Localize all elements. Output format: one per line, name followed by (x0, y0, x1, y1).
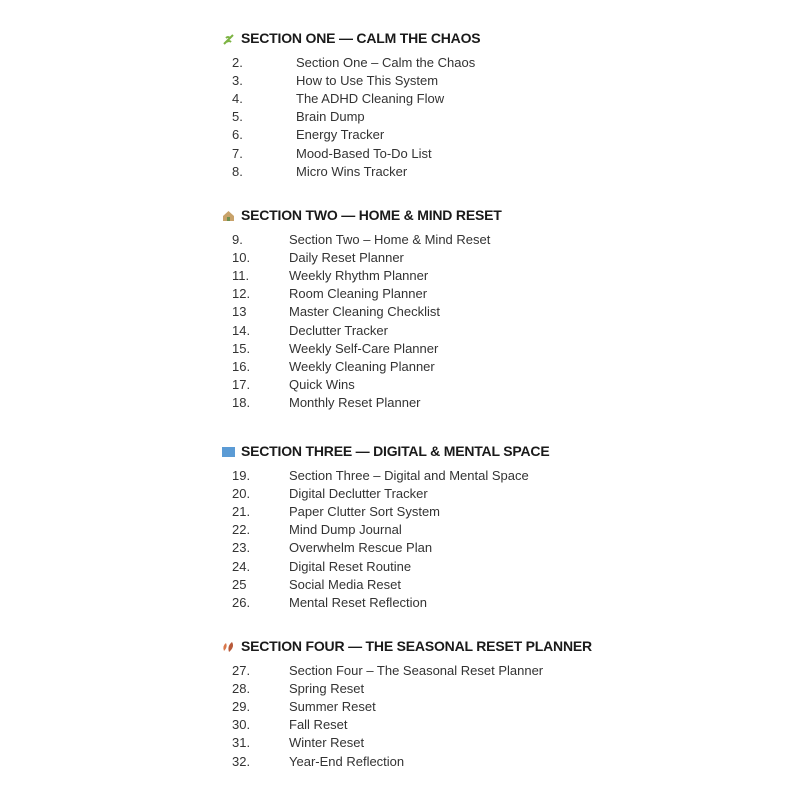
page-number: 30. (232, 717, 251, 733)
toc-entry[interactable] (222, 502, 549, 520)
toc-entry[interactable] (222, 266, 502, 284)
entry-title: Energy Tracker (296, 127, 385, 143)
page-number: 4. (232, 90, 243, 106)
entry-title: Weekly Self-Care Planner (289, 340, 439, 356)
section-four (222, 636, 592, 770)
toc-entry[interactable] (222, 144, 480, 162)
toc-entry[interactable] (222, 162, 480, 180)
entry-title: Social Media Reset (289, 576, 401, 592)
entry-title: Quick Wins (289, 377, 355, 393)
page-number: 26. (232, 594, 251, 610)
computer-icon (222, 445, 235, 457)
toc-entry[interactable] (222, 697, 592, 715)
toc-entry[interactable] (222, 593, 549, 611)
entry-title: Master Cleaning Checklist (289, 304, 441, 320)
section-title: SECTION TWO — HOME & MIND RESET (241, 207, 502, 223)
page-number: 3. (232, 72, 243, 88)
entry-title: Room Cleaning Planner (289, 286, 428, 302)
page-number: 28. (232, 680, 251, 696)
toc-entry[interactable] (222, 539, 549, 557)
toc-entry[interactable] (222, 126, 480, 144)
page-number: 20. (232, 485, 251, 501)
toc-entry[interactable] (222, 321, 502, 339)
entry-title: Digital Reset Routine (289, 558, 412, 574)
page-number: 8. (232, 163, 243, 179)
entry-title: Section Four – The Seasonal Reset Planner (289, 662, 544, 678)
toc-entry[interactable] (222, 484, 549, 502)
toc-entry[interactable] (222, 466, 549, 484)
entry-title: Monthly Reset Planner (289, 395, 421, 411)
toc-entry[interactable] (222, 679, 592, 697)
page-number: 17. (232, 377, 251, 393)
page-number: 18. (232, 395, 251, 411)
section-one (222, 28, 480, 180)
toc-entry[interactable] (222, 557, 549, 575)
house-icon (222, 209, 235, 221)
autumn-leaves-icon (222, 640, 235, 652)
entry-title: Section One – Calm the Chaos (296, 54, 476, 70)
section-heading (222, 28, 480, 48)
page-number: 12. (232, 286, 251, 302)
entry-title: Section Two – Home & Mind Reset (289, 231, 491, 247)
entry-title: Winter Reset (289, 735, 365, 751)
page-number: 2. (232, 54, 243, 70)
sparkle-leaf-icon (222, 32, 235, 44)
toc-entry[interactable] (222, 108, 480, 126)
entry-title: Mind Dump Journal (289, 522, 402, 538)
page-number: 21. (232, 503, 251, 519)
section-heading (222, 441, 549, 461)
section-title: SECTION FOUR — THE SEASONAL RESET PLANNER (241, 638, 592, 654)
entry-title: Summer Reset (289, 698, 376, 714)
section-title: SECTION THREE — DIGITAL & MENTAL SPACE (241, 443, 550, 459)
toc-entry[interactable] (222, 230, 502, 248)
page-number: 16. (232, 358, 251, 374)
entry-title: Mood-Based To-Do List (296, 145, 432, 161)
toc-entry[interactable] (222, 71, 480, 89)
page-number: 29. (232, 698, 251, 714)
page-number: 10. (232, 249, 251, 265)
page-number: 11. (232, 267, 250, 283)
toc-entry[interactable] (222, 357, 502, 375)
page-number: 27. (232, 662, 251, 678)
toc-entry[interactable] (222, 575, 549, 593)
entry-title: Micro Wins Tracker (296, 163, 408, 179)
page-number: 24. (232, 558, 251, 574)
toc-entry[interactable] (222, 394, 502, 412)
toc-entry[interactable] (222, 734, 592, 752)
entry-title: How to Use This System (296, 72, 439, 88)
entry-title: Declutter Tracker (289, 322, 388, 338)
toc-entry[interactable] (222, 752, 592, 770)
toc-entry[interactable] (222, 303, 502, 321)
entry-title: Brain Dump (296, 109, 365, 125)
page-number: 5. (232, 109, 243, 125)
section-heading (222, 636, 592, 656)
entry-title: Mental Reset Reflection (289, 594, 428, 610)
entry-title: Weekly Cleaning Planner (289, 358, 435, 374)
section-heading (222, 205, 502, 225)
page-number: 31. (232, 735, 251, 751)
page-number: 32. (232, 753, 251, 769)
page-number: 7. (232, 145, 243, 161)
entry-title: Digital Declutter Tracker (289, 485, 428, 501)
page-number: 13 (232, 304, 247, 320)
entry-title: The ADHD Cleaning Flow (296, 90, 445, 106)
page-number: 9. (232, 231, 243, 247)
entry-title: Spring Reset (289, 680, 365, 696)
entry-title: Paper Clutter Sort System (289, 503, 440, 519)
page-number: 23. (232, 540, 251, 556)
section-two (222, 205, 502, 412)
entry-title: Overwhelm Rescue Plan (289, 540, 433, 556)
toc-entry[interactable] (222, 285, 502, 303)
page-number: 15. (232, 340, 251, 356)
entry-title: Fall Reset (289, 717, 348, 733)
toc-entry[interactable] (222, 53, 480, 71)
entry-title: Daily Reset Planner (289, 249, 404, 265)
toc-entry[interactable] (222, 89, 480, 107)
page-number: 6. (232, 127, 243, 143)
toc-entry[interactable] (222, 521, 549, 539)
toc-entry[interactable] (222, 339, 502, 357)
entry-title: Section Three – Digital and Mental Space (289, 467, 529, 483)
toc-entry[interactable] (222, 376, 502, 394)
section-three (222, 441, 549, 612)
entry-title: Year-End Reflection (289, 753, 405, 769)
page-number: 19. (232, 467, 251, 483)
page-number: 25 (232, 576, 247, 592)
toc-entry[interactable] (222, 716, 592, 734)
toc-entry[interactable] (222, 248, 502, 266)
entry-title: Weekly Rhythm Planner (289, 267, 429, 283)
page-number: 14. (232, 322, 251, 338)
page-number: 22. (232, 522, 251, 538)
section-title: SECTION ONE — CALM THE CHAOS (241, 30, 481, 46)
toc-entry[interactable] (222, 661, 592, 679)
